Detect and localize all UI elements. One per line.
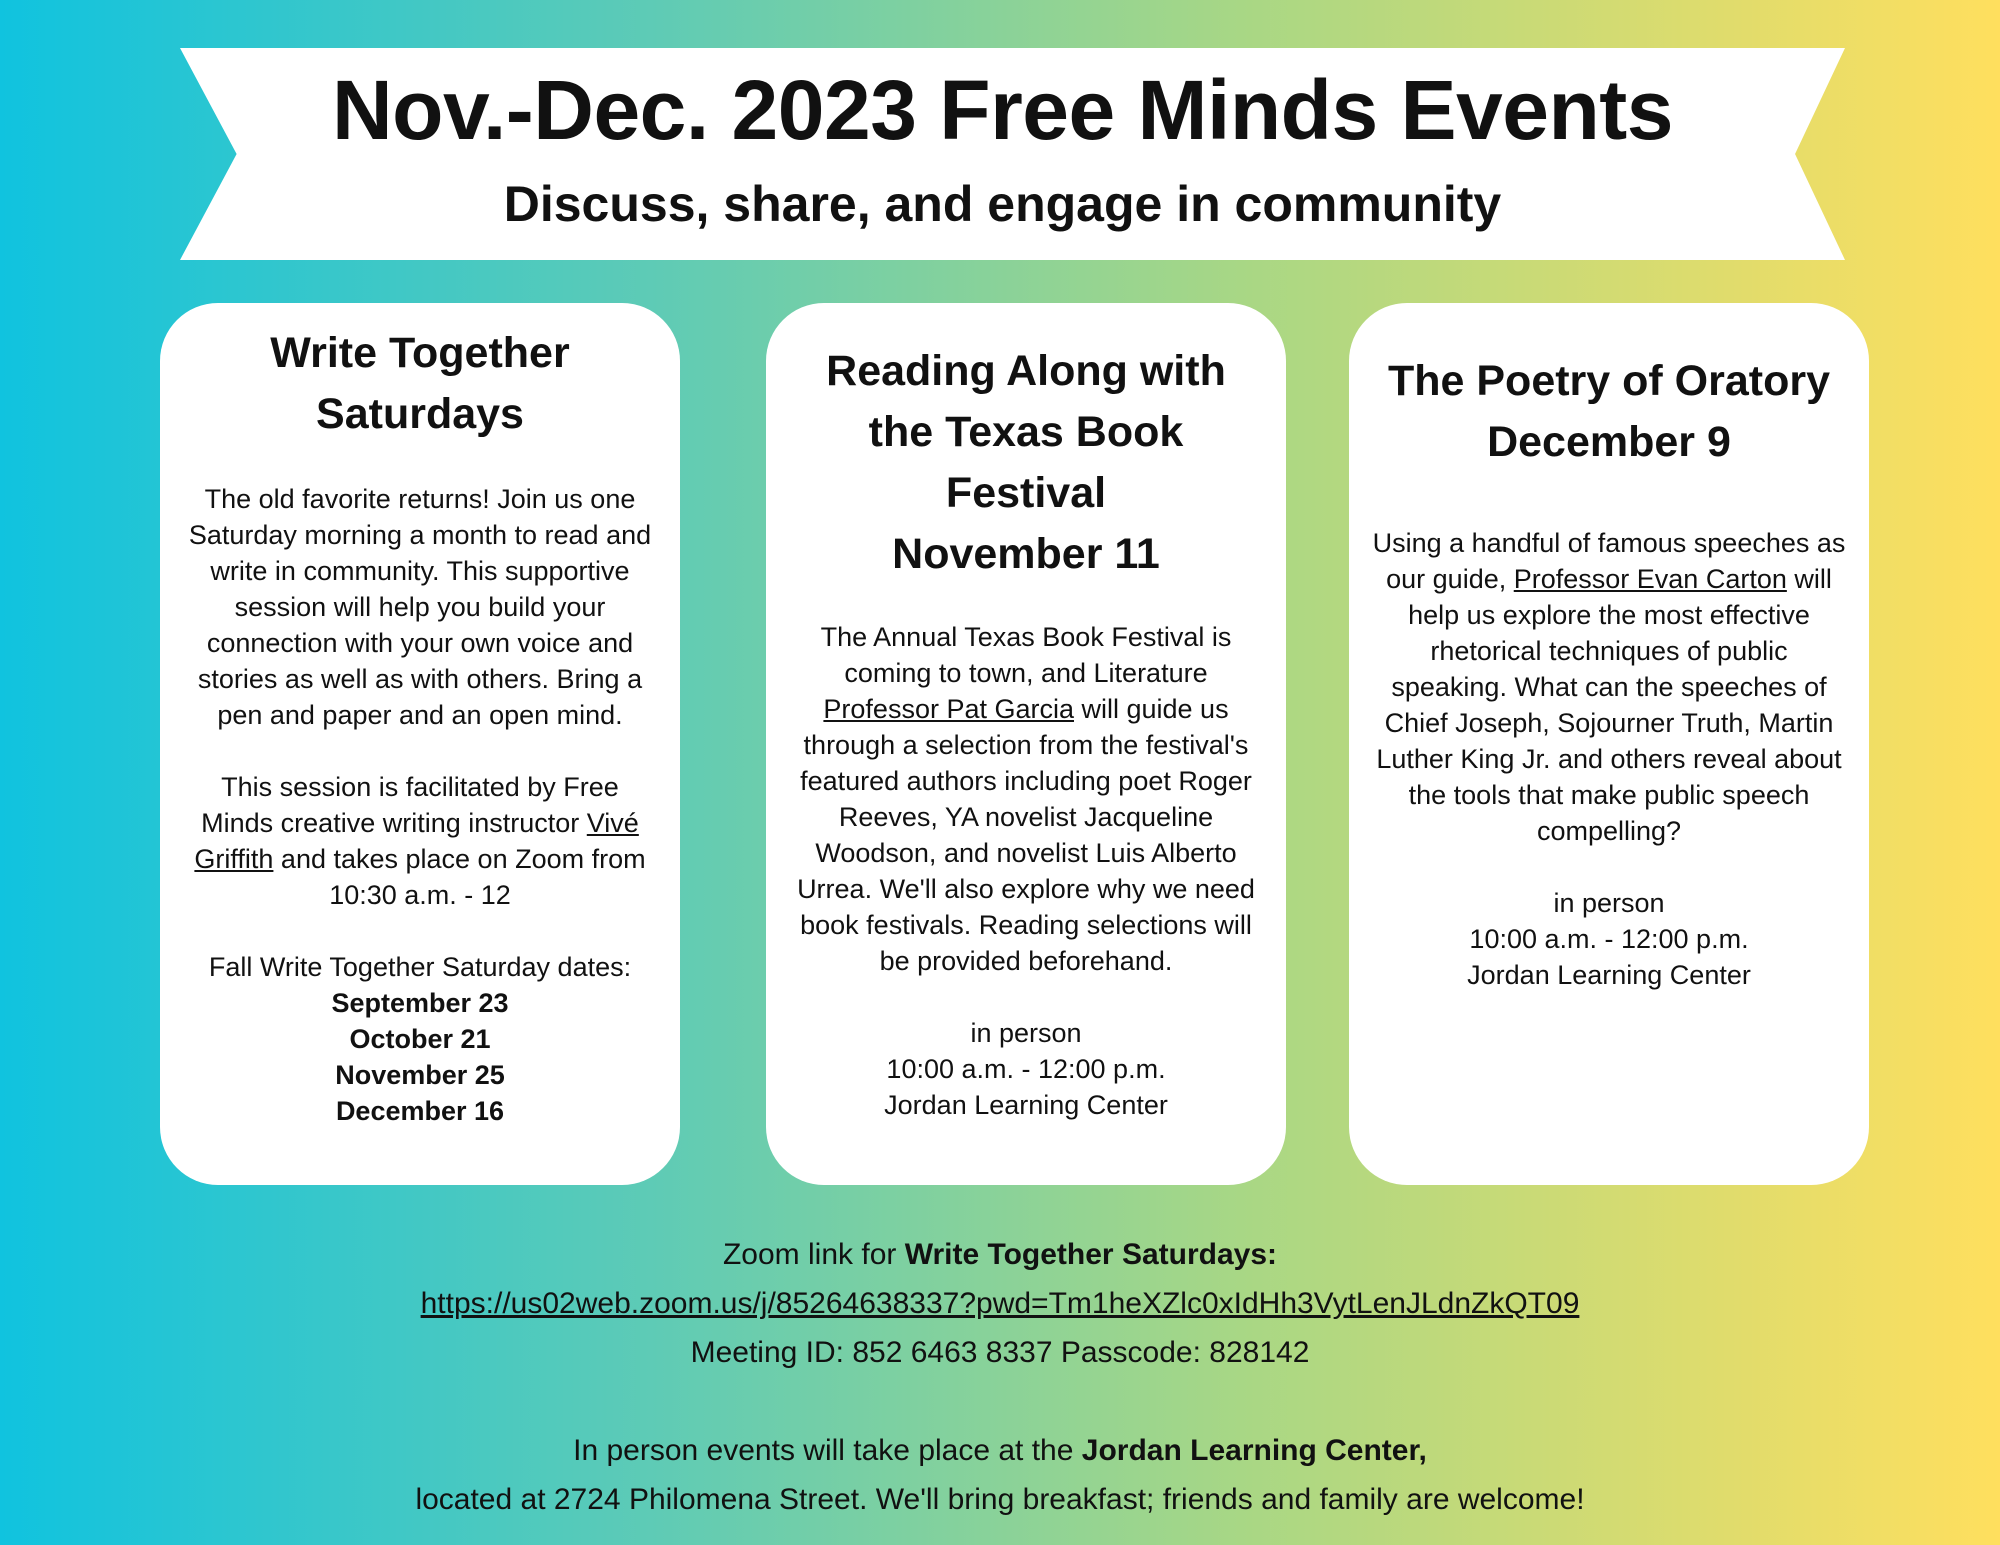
event-intro: The old favorite returns! Join us one Saturday morning a month to read and write in community. This supportive session will help you build your connection with your own voice and stories as well as with others. Bring a pen and paper and an open mind. [188,484,652,730]
event-title: Reading Along with the Texas Book Festival November 11 [826,347,1226,578]
event-date: December 16 [335,1096,505,1126]
event-description [182,481,658,1129]
instructor-link[interactable]: Vivé Griffith [194,808,639,874]
event-facilitator: This session is facilitated by Free Minds creative writing instructor Vivé Griffith and takes place on Zoom from 10:30 a.m. - 12 [194,772,646,910]
event-description [1371,525,1847,993]
event-mode: in person [970,1018,1082,1048]
meeting-info: Meeting ID: 852 6463 8337 Passcode: 828142 [690,1336,1310,1369]
event-time: 10:00 a.m. - 12:00 p.m. [886,1054,1166,1084]
event-date: October 21 [349,1024,491,1054]
event-description [788,619,1264,1123]
event-details: The Annual Texas Book Festival is coming to town, and Literature Professor Pat Garcia will guide us through a selection from the festival's featured authors including poet Roger Reeves, YA novelist Jacqueline Woodson, and novelist Luis Alberto Urrea. We'll also explore why we need book festivals. Reading selections will be provided beforehand. [797,622,1255,976]
professor-link[interactable]: Professor Pat Garcia [823,694,1074,724]
dates-label: Fall Write Together Saturday dates: [208,952,632,982]
event-card-texas-book-festival [766,303,1286,1185]
event-date: November 25 [335,1060,505,1090]
event-title: The Poetry of Oratory December 9 [1387,357,1831,466]
page-title: Nov.-Dec. 2023 Free Minds Events [332,63,1673,157]
zoom-line: Zoom link for Write Together Saturdays: [722,1238,1277,1271]
in-person-line: In person events will take place at the Jordan Learning Center, [573,1434,1427,1467]
event-details: Using a handful of famous speeches as our guide, Professor Evan Carton will help us explore the most effective rhetorical techniques of public speaking. What can the speeches of Chief Joseph, Sojourner Truth, Martin Luther King Jr. and others reveal about the tools that make public speech compelling? [1372,528,1846,846]
event-mode: in person [1553,888,1665,918]
zoom-link[interactable]: https://us02web.zoom.us/j/85264638337?pwd=Tm1heXZlc0xIdHh3VytLenJLdnZkQT09 [420,1287,1580,1320]
event-date: September 23 [331,988,509,1018]
footer-info [0,1230,2000,1524]
event-location: Jordan Learning Center [1467,960,1751,990]
professor-link[interactable]: Professor Evan Carton [1513,564,1787,594]
event-card-poetry-of-oratory [1349,303,1869,1185]
event-location: Jordan Learning Center [884,1090,1168,1120]
page-subtitle: Discuss, share, and engage in community [503,176,1502,232]
event-time: 10:00 a.m. - 12:00 p.m. [1469,924,1749,954]
in-person-address: located at 2724 Philomena Street. We'll bring breakfast; friends and family are welcome! [415,1483,1585,1516]
event-title: Write Together Saturdays [270,329,570,438]
event-card-write-together [160,303,680,1185]
